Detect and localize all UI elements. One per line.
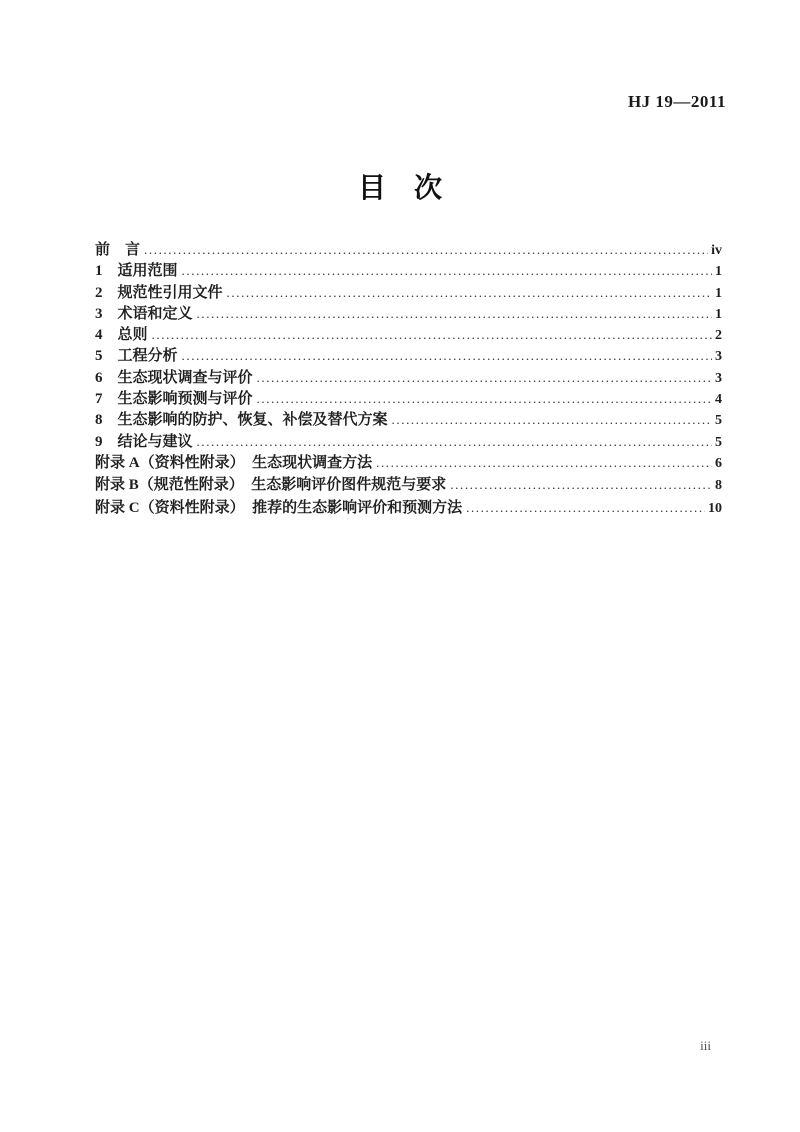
toc-entry-page-number: 1 <box>715 264 722 280</box>
toc-entry <box>95 281 722 302</box>
toc-entry <box>95 408 722 429</box>
toc-entry <box>95 366 722 387</box>
dot-leader <box>466 500 705 517</box>
dot-leader <box>182 348 712 365</box>
toc-entry <box>95 238 722 259</box>
toc-entry <box>95 473 722 495</box>
toc-entry-label: 前 言 <box>95 242 141 258</box>
toc-entry-label: 3 术语和定义 <box>95 305 193 322</box>
toc-entry-label: 附录 C（资料性附录） 推荐的生态影响评价和预测方法 <box>95 499 463 516</box>
toc-entry-label: 8 生态影响的防护、恢复、补偿及替代方案 <box>95 412 388 429</box>
toc-entry <box>95 451 722 473</box>
document-number: HJ 19—2011 <box>627 92 726 111</box>
page-title: 目 次 <box>357 172 442 203</box>
dot-leader <box>227 285 712 302</box>
toc-entry-label: 7 生态影响预测与评价 <box>95 391 253 408</box>
dot-leader <box>197 434 712 451</box>
toc-entry-page-number: 1 <box>715 306 722 322</box>
toc-entry-page-number: 8 <box>715 478 722 494</box>
toc-entry-label: 附录 A（资料性附录） 生态现状调查方法 <box>95 454 373 471</box>
toc-entry <box>95 496 722 518</box>
dot-leader <box>257 391 712 408</box>
toc-entry-page-number: 4 <box>715 392 722 408</box>
dot-leader <box>197 306 712 323</box>
toc-entry-label: 1 适用范围 <box>95 263 178 280</box>
toc-entry-page-number: 3 <box>715 349 722 365</box>
toc-entry-page-number: 3 <box>715 370 722 386</box>
toc-entry <box>95 387 722 408</box>
toc-entry-page-number: 1 <box>715 285 722 301</box>
toc-entry-page-number: 10 <box>708 500 722 516</box>
dot-leader <box>152 327 712 344</box>
folio-page-number: iii <box>700 1038 711 1053</box>
toc-entry-page-number: 5 <box>715 413 722 429</box>
dot-leader <box>450 477 712 494</box>
toc-entry-label: 附录 B（规范性附录） 生态影响评价图件规范与要求 <box>95 477 447 494</box>
toc-entry-label: 2 规范性引用文件 <box>95 284 223 301</box>
toc-entry <box>95 430 722 451</box>
toc-entry <box>95 302 722 323</box>
toc-entry <box>95 344 722 365</box>
toc-entry-label: 9 结论与建议 <box>95 433 193 450</box>
dot-leader <box>144 242 708 259</box>
toc-entry-label: 4 总则 <box>95 327 148 344</box>
toc-entry-page-number: 6 <box>715 455 722 471</box>
table-of-contents <box>95 238 722 518</box>
dot-leader <box>257 370 712 387</box>
toc-entry-page-number: 2 <box>715 328 722 344</box>
toc-entry-page-number: iv <box>711 243 722 258</box>
toc-entry <box>95 259 722 280</box>
toc-entry-label: 6 生态现状调查与评价 <box>95 369 253 386</box>
dot-leader <box>182 263 712 280</box>
toc-entry <box>95 323 722 344</box>
toc-entry-label: 5 工程分析 <box>95 348 178 365</box>
dot-leader <box>392 412 712 429</box>
toc-entry-page-number: 5 <box>715 434 722 450</box>
dot-leader <box>376 455 712 472</box>
